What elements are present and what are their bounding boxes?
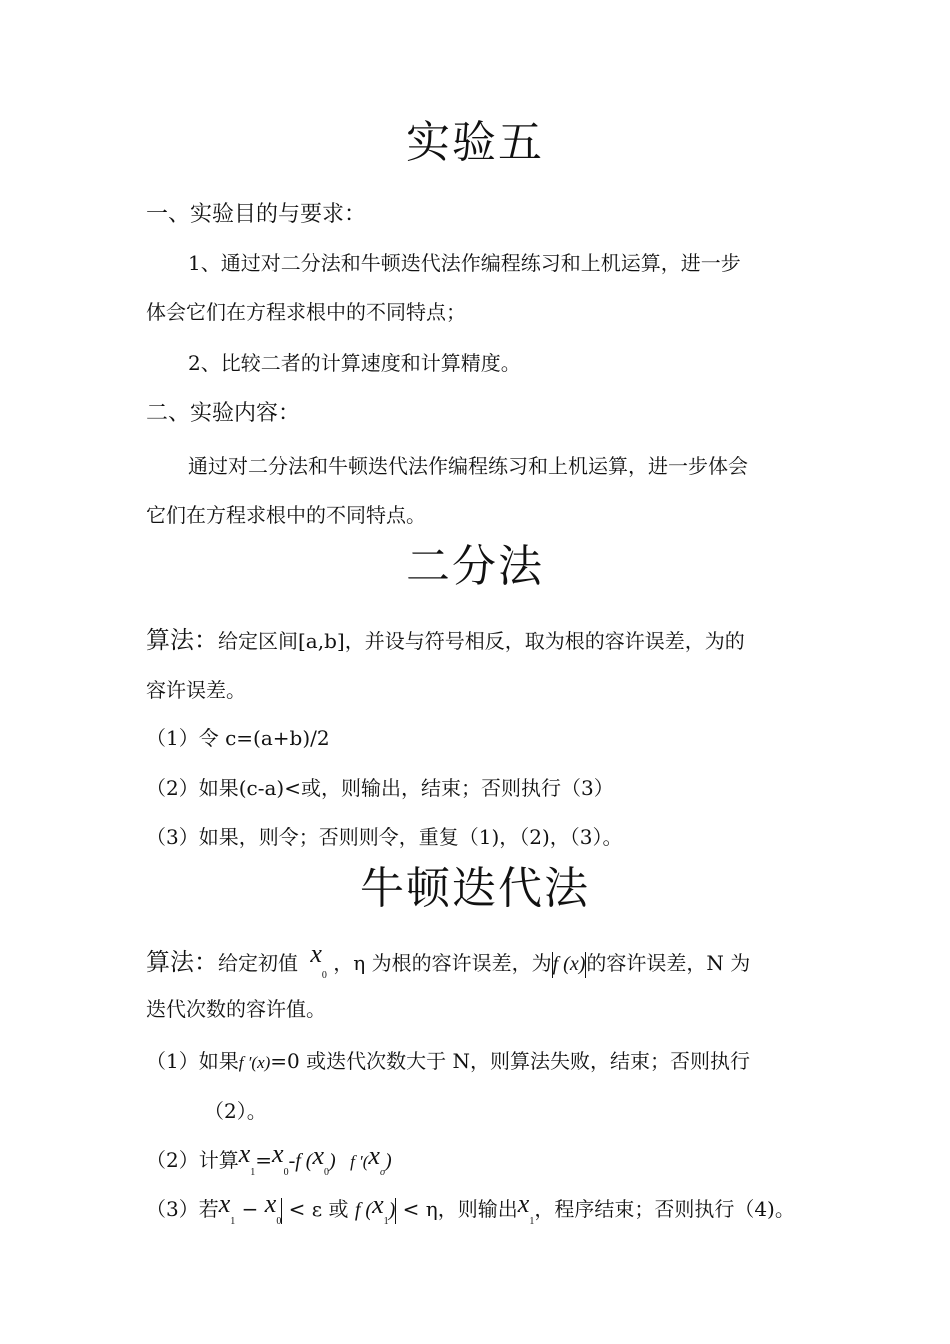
newton-step3-text-a: （3）若 bbox=[146, 1197, 219, 1221]
math-sub-0: 0 bbox=[321, 970, 327, 981]
section1-item1-line2: 体会它们在方程求根中的不同特点； bbox=[146, 300, 466, 324]
math-x0d: x bbox=[264, 1189, 277, 1218]
math-x0: x bbox=[272, 1139, 284, 1168]
bisection-step3: （3）如果，则令；否则则令，重复（1)，（2)，（3）。 bbox=[146, 825, 623, 849]
section1-heading: 一、实验目的与要求： bbox=[146, 202, 367, 227]
math-close-2: ) bbox=[384, 1150, 392, 1172]
math-x1c: x bbox=[372, 1190, 384, 1219]
math-sub-1: 1 bbox=[250, 1167, 256, 1178]
section2-line2: 它们在方程求根中的不同特点。 bbox=[146, 503, 426, 527]
newton-algo-label: 算法： bbox=[146, 948, 218, 976]
math-x0c: x bbox=[312, 1141, 325, 1170]
bisection-algo-label: 算法： bbox=[146, 626, 218, 654]
newton-title: 牛顿迭代法 bbox=[360, 863, 590, 914]
math-fprime-x: f ′(x) bbox=[238, 1053, 271, 1072]
bisection-algo-line1 bbox=[146, 620, 745, 655]
math-equals: = bbox=[255, 1148, 273, 1172]
math-sub-0d: 0 bbox=[276, 1216, 282, 1227]
math-f-open: f ( bbox=[354, 1199, 373, 1221]
newton-algo-text-c: 的容许误差，N 为 bbox=[586, 951, 751, 975]
newton-step2-text: （2）计算 bbox=[146, 1148, 239, 1172]
newton-algo-text-a: 给定初值 bbox=[218, 951, 298, 975]
newton-algo-line1 bbox=[146, 939, 751, 981]
math-minus: − bbox=[235, 1197, 265, 1221]
newton-algo-text-b: ，η 为根的容许误差，为 bbox=[333, 951, 552, 975]
newton-step3-text-c: < η，则输出 bbox=[396, 1197, 518, 1221]
math-sub-1d: 1 bbox=[529, 1216, 535, 1227]
newton-step1-cont: （2）。 bbox=[204, 1099, 267, 1123]
page-title: 实验五 bbox=[406, 117, 544, 168]
math-x: x bbox=[310, 939, 322, 968]
math-fx: f (x) bbox=[552, 953, 586, 975]
math-close: ) bbox=[329, 1150, 336, 1172]
newton-step1 bbox=[146, 1045, 750, 1074]
newton-step3-text-d: ，程序结束；否则执行（4)。 bbox=[534, 1197, 795, 1221]
bisection-title: 二分法 bbox=[406, 541, 544, 592]
bisection-step1: （1）令 c=(a+b)/2 bbox=[146, 726, 330, 750]
math-sub-0c: 0 bbox=[324, 1167, 330, 1178]
section1-item2: 2、比较二者的计算速度和计算精度。 bbox=[188, 351, 521, 375]
newton-algo-line2: 迭代次数的容许值。 bbox=[146, 997, 326, 1021]
math-x1b: x bbox=[218, 1189, 231, 1218]
newton-step1-text-a: （1）如果 bbox=[146, 1049, 239, 1073]
math-sub-1c: 1 bbox=[383, 1216, 389, 1227]
newton-step3-text-b: < ε 或 bbox=[282, 1197, 355, 1221]
math-sub-1b: 1 bbox=[230, 1216, 236, 1227]
newton-step3 bbox=[146, 1189, 795, 1227]
math-fprime: f ′( bbox=[350, 1152, 369, 1171]
newton-step2 bbox=[146, 1139, 392, 1178]
newton-step1-text-b: =0 或迭代次数大于 N，则算法失败，结束；否则执行 bbox=[270, 1049, 750, 1073]
bisection-algo-text: 给定区间[a,b]，并设与符号相反，取为根的容许误差，为的 bbox=[218, 629, 745, 653]
math-minus-f: -f ( bbox=[288, 1150, 313, 1172]
math-sub-0b: 0 bbox=[283, 1167, 289, 1178]
math-x-o: x bbox=[368, 1141, 380, 1170]
section2-heading: 二、实验内容： bbox=[146, 401, 301, 426]
math-x1d: x bbox=[517, 1189, 530, 1218]
section1-item1-line1: 1、通过对二分法和牛顿迭代法作编程练习和上机运算，进一步 bbox=[188, 251, 741, 275]
math-sub-o: o bbox=[379, 1167, 385, 1178]
section2-line1: 通过对二分法和牛顿迭代法作编程练习和上机运算，进一步体会 bbox=[188, 454, 748, 478]
bisection-algo-line2: 容许误差。 bbox=[146, 678, 246, 702]
bisection-step2: （2）如果(c-a)<或，则输出，结束；否则执行（3） bbox=[146, 776, 614, 800]
math-x1: x bbox=[238, 1139, 251, 1168]
math-close-3: ) bbox=[388, 1199, 396, 1221]
